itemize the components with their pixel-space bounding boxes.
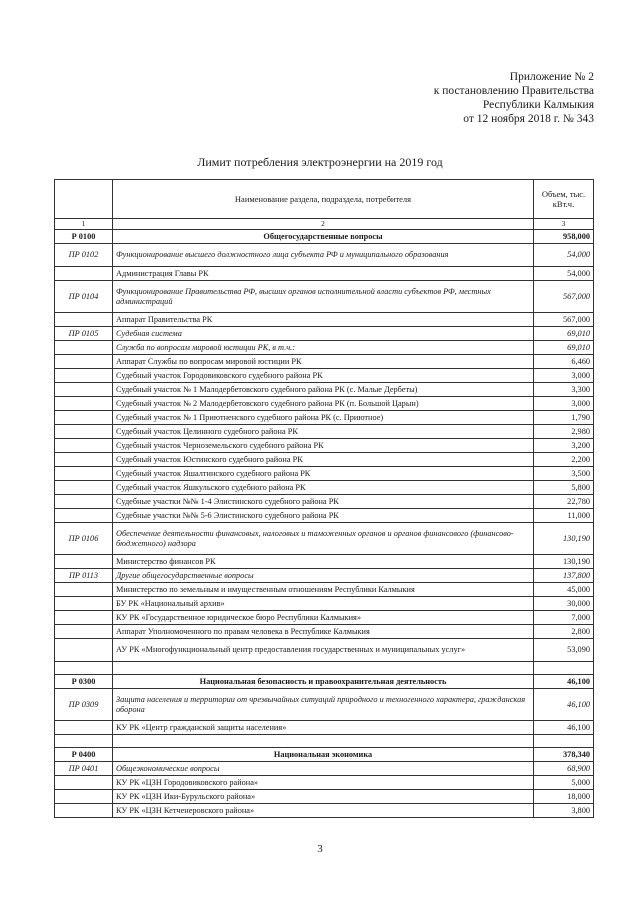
- row-name: Судебная система: [113, 327, 534, 341]
- row-code: [55, 583, 113, 597]
- row-name: Министерство финансов РК: [113, 555, 534, 569]
- table-row: [55, 453, 594, 467]
- row-name: Аппарат Правительства РК: [113, 313, 534, 327]
- subsection-row: [55, 281, 594, 313]
- table-row: [55, 267, 594, 281]
- row-value: 18,000: [534, 790, 594, 804]
- row-name: БУ РК «Национальный архив»: [113, 597, 534, 611]
- row-code: [55, 355, 113, 369]
- row-name: Администрация Главы РК: [113, 267, 534, 281]
- header-cell-name: Наименование раздела, подраздела, потребителя: [113, 180, 534, 219]
- row-code: [55, 555, 113, 569]
- row-value: 3,800: [534, 804, 594, 818]
- row-value: 3,200: [534, 439, 594, 453]
- row-value: 2,800: [534, 625, 594, 639]
- row-name: КУ РК «Государственное юридическое бюро Республики Калмыкия»: [113, 611, 534, 625]
- row-value: 54,000: [534, 244, 594, 267]
- page-number: 3: [317, 843, 323, 855]
- row-code: [55, 453, 113, 467]
- header-line-2: к постановлению Правительства: [433, 85, 594, 97]
- row-name: КУ РК «Центр гражданской защиты населения»: [113, 721, 534, 735]
- row-code: Р 0400: [55, 748, 113, 762]
- row-name: Судебные участки №№ 1-4 Элистинского судебного района РК: [113, 495, 534, 509]
- row-value: 68,900: [534, 762, 594, 776]
- row-value: 45,000: [534, 583, 594, 597]
- header-line-1: Приложение № 2: [509, 71, 594, 83]
- table-row: [55, 790, 594, 804]
- row-value: 3,000: [534, 397, 594, 411]
- row-value: 30,000: [534, 597, 594, 611]
- table-row: [55, 397, 594, 411]
- table-row: [55, 555, 594, 569]
- row-value: 567,000: [534, 313, 594, 327]
- row-value: 6,460: [534, 355, 594, 369]
- row-code: ПР 0105: [55, 327, 113, 341]
- row-value: 11,000: [534, 509, 594, 523]
- header-line-3: Республики Калмыкия: [482, 99, 594, 111]
- row-code: [55, 411, 113, 425]
- row-name: Аппарат Уполномоченного по правам человека в Республике Калмыкия: [113, 625, 534, 639]
- row-code: [55, 639, 113, 662]
- row-name: Защита населения и территории от чрезвычайных ситуаций природного и техногенного характера, гражданская оборона: [113, 689, 534, 721]
- table-row: [55, 313, 594, 327]
- table-row: [55, 425, 594, 439]
- row-name: Национальная экономика: [113, 748, 534, 762]
- column-numbering-row: [55, 219, 594, 230]
- row-code: ПР 0309: [55, 689, 113, 721]
- row-name: КУ РК «ЦЗН Кетченеровского района»: [113, 804, 534, 818]
- row-code: [55, 804, 113, 818]
- row-code: ПР 0106: [55, 523, 113, 555]
- subsection-row: [55, 689, 594, 721]
- row-value: 378,340: [534, 748, 594, 762]
- limits-table: [54, 179, 594, 818]
- row-value: 7,000: [534, 611, 594, 625]
- row-name: Судебный участок Целинного судебного района РК: [113, 425, 534, 439]
- table-row: [55, 721, 594, 735]
- row-value: 46,100: [534, 689, 594, 721]
- row-code: [55, 721, 113, 735]
- row-code: Р 0100: [55, 230, 113, 244]
- row-code: [55, 790, 113, 804]
- table-row: [55, 411, 594, 425]
- row-code: Р 0300: [55, 675, 113, 689]
- row-name: АУ РК «Многофункциональный центр предоставления государственных и муниципальных услуг»: [113, 639, 534, 662]
- row-name: Судебный участок Юстинского судебного района РК: [113, 453, 534, 467]
- table-row: [55, 495, 594, 509]
- row-name: КУ РК «ЦЗН Городовиковского района»: [113, 776, 534, 790]
- table-row: [55, 467, 594, 481]
- row-name: Общегосударственные вопросы: [113, 230, 534, 244]
- row-value: 958,000: [534, 230, 594, 244]
- row-value: 130,190: [534, 523, 594, 555]
- table-row: [55, 625, 594, 639]
- document-header: [434, 70, 594, 126]
- row-name: Функционирование Правительства РФ, высших органов исполнительной власти субъектов РФ, местных администраций: [113, 281, 534, 313]
- table-row: [55, 369, 594, 383]
- row-code: ПР 0401: [55, 762, 113, 776]
- row-name: Служба по вопросам мировой юстиции РК, в т.ч.:: [113, 341, 534, 355]
- row-name: Судебный участок Яшкульского судебного района РК: [113, 481, 534, 495]
- row-name: КУ РК «ЦЗН Ики-Бурульского района»: [113, 790, 534, 804]
- subsection-row: [55, 762, 594, 776]
- document-title: Лимит потребления электроэнергии на 2019 год: [197, 155, 443, 169]
- table-row: [55, 383, 594, 397]
- header-line-4: от 12 ноября 2018 г. № 343: [463, 113, 594, 125]
- row-value: 567,000: [534, 281, 594, 313]
- row-name: Общеэкономические вопросы: [113, 762, 534, 776]
- row-code: [55, 383, 113, 397]
- table-header-row: [55, 180, 594, 219]
- row-value: [534, 662, 594, 675]
- row-name: Министерство по земельным и имущественным отношениям Республики Калмыкия: [113, 583, 534, 597]
- row-code: [55, 735, 113, 748]
- spacer-row: [55, 735, 594, 748]
- section-row: [55, 748, 594, 762]
- column-number: 2: [113, 219, 534, 230]
- section-row: [55, 675, 594, 689]
- row-value: 137,800: [534, 569, 594, 583]
- row-value: 69,010: [534, 327, 594, 341]
- row-value: 69,010: [534, 341, 594, 355]
- table-row: [55, 597, 594, 611]
- row-name: Судебный участок Яшалтинского судебного района РК: [113, 467, 534, 481]
- row-value: 53,090: [534, 639, 594, 662]
- spacer-row: [55, 662, 594, 675]
- row-name: Судебный участок № 1 Приютненского судебного района РК (с. Приютное): [113, 411, 534, 425]
- row-name: Судебные участки №№ 5-6 Элистинского судебного района РК: [113, 509, 534, 523]
- row-value: 1,790: [534, 411, 594, 425]
- subsection-row: [55, 244, 594, 267]
- row-value: 3,500: [534, 467, 594, 481]
- row-value: 2,980: [534, 425, 594, 439]
- table-row: [55, 481, 594, 495]
- subsection-row: [55, 341, 594, 355]
- row-name: [113, 662, 534, 675]
- row-code: [55, 509, 113, 523]
- table-row: [55, 776, 594, 790]
- row-code: [55, 267, 113, 281]
- row-code: [55, 341, 113, 355]
- row-name: Судебный участок Городовиковского судебного района РК: [113, 369, 534, 383]
- row-name: Судебный участок № 2 Малодербетовского судебного района РК (п. Большой Царын): [113, 397, 534, 411]
- row-code: [55, 481, 113, 495]
- subsection-row: [55, 569, 594, 583]
- table-row: [55, 639, 594, 662]
- row-code: [55, 439, 113, 453]
- table-row: [55, 439, 594, 453]
- row-code: [55, 597, 113, 611]
- row-code: ПР 0113: [55, 569, 113, 583]
- table-row: [55, 355, 594, 369]
- row-value: 2,200: [534, 453, 594, 467]
- row-value: 46,100: [534, 675, 594, 689]
- section-row: [55, 230, 594, 244]
- row-name: Судебный участок № 1 Малодербетовского судебного района РК (с. Малые Дербеты): [113, 383, 534, 397]
- row-code: [55, 397, 113, 411]
- row-value: 5,000: [534, 776, 594, 790]
- row-name: Аппарат Службы по вопросам мировой юстиции РК: [113, 355, 534, 369]
- table-row: [55, 509, 594, 523]
- row-code: [55, 467, 113, 481]
- row-value: 3,300: [534, 383, 594, 397]
- row-name: Национальная безопасность и правоохранительная деятельность: [113, 675, 534, 689]
- row-name: Другие общегосударственные вопросы: [113, 569, 534, 583]
- row-name: Судебный участок Черноземельского судебного района РК: [113, 439, 534, 453]
- row-value: [534, 735, 594, 748]
- row-value: 3,000: [534, 369, 594, 383]
- row-value: 54,000: [534, 267, 594, 281]
- table-row: [55, 804, 594, 818]
- row-value: 130,190: [534, 555, 594, 569]
- row-code: ПР 0104: [55, 281, 113, 313]
- row-code: [55, 425, 113, 439]
- row-name: Функционирование высшего должностного лица субъекта РФ и муниципального образования: [113, 244, 534, 267]
- row-value: 5,800: [534, 481, 594, 495]
- row-code: [55, 369, 113, 383]
- row-code: [55, 776, 113, 790]
- column-number: 3: [534, 219, 594, 230]
- column-number: 1: [55, 219, 113, 230]
- subsection-row: [55, 327, 594, 341]
- row-value: 22,780: [534, 495, 594, 509]
- row-code: [55, 313, 113, 327]
- row-name: [113, 735, 534, 748]
- subsection-row: [55, 523, 594, 555]
- row-code: [55, 611, 113, 625]
- row-code: [55, 662, 113, 675]
- header-cell-code: [55, 180, 113, 219]
- table-row: [55, 583, 594, 597]
- row-code: ПР 0102: [55, 244, 113, 267]
- row-code: [55, 495, 113, 509]
- row-name: Обеспечение деятельности финансовых, налоговых и таможенных органов и органов финансового (финансово-бюджетного) надзора: [113, 523, 534, 555]
- row-value: 46,100: [534, 721, 594, 735]
- table-row: [55, 611, 594, 625]
- row-code: [55, 625, 113, 639]
- header-cell-value: Объем, тыс. кВт.ч.: [534, 180, 594, 219]
